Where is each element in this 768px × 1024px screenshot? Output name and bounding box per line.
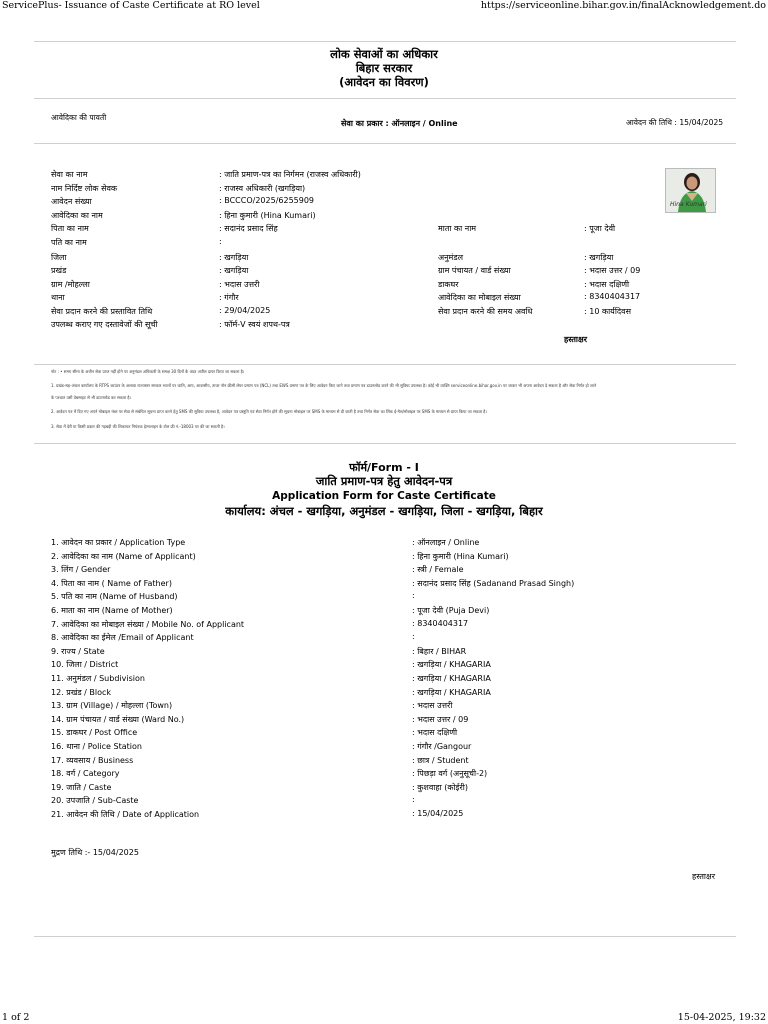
form-row-value: :: [412, 795, 415, 805]
note-1: 1. प्रखंड-सह-अंचल कार्यालय के RTPS काउंटर के अलावा राज्यस्तर सरकार भवनों पर जाति, आय, आवासीय, ताजा नॉन क्रीमी लेयर प्रमाण पत्र (NCL) तथा EWS प्रमाण पत्र के लिए आवेदन किए जाने तथा प्रमाण पत्र डाउनलोड करने की भी सुविधा उपलब्ध है। कोई भी व्यक्ति serviceonline.bihar.gov.in पर जाकर भी अपना आवेदन दे सकता है और सेवा निर्गत हो जाने: [51, 383, 597, 388]
note-3: 3. सेवा में देरी या किसी प्रकार की गड़बड़ी की शिकायत नियंत्रक हेल्पलाइन के टोल फ्री नं.-18003 पर की जा सकती है।: [51, 424, 225, 429]
ack-field-value: : राजस्व अधिकारी (खगड़िया): [219, 184, 306, 193]
form-row-label: 11. अनुमंडल / Subdivision: [51, 674, 145, 683]
form-row-value: : भदास उत्तरी: [412, 701, 453, 711]
ack-field-label: माता का नाम: [438, 224, 477, 233]
form-row-label: 19. जाति / Caste: [51, 782, 112, 792]
form-title-1: फॉर्म/Form - I: [349, 461, 419, 474]
photo-signature: Hina Kumari: [670, 201, 707, 208]
form-row-label: 20. उपजाति / Sub-Caste: [51, 796, 139, 806]
ack-field-value: :: [219, 237, 222, 246]
form-row-label: 14. ग्राम पंचायत / वार्ड संख्या (Ward No.): [51, 714, 185, 724]
form-row-value: : पिछड़ा वर्ग (अनुसूची-2): [412, 769, 488, 779]
ack-field-value: : पूजा देवी: [584, 224, 616, 233]
ack-field-value: : खगड़िया: [219, 253, 249, 262]
form-row-value: : छात्र / Student: [412, 755, 469, 765]
ack-field-label: थाना: [51, 293, 65, 302]
ack-field-label: आवेदिका का मोबाइल संख्या: [438, 293, 521, 302]
ack-field-value: : जाति प्रमाण-पत्र का निर्गमन (राजस्व अधिकारी): [219, 170, 361, 179]
ack-field-value: : खगड़िया: [584, 253, 614, 262]
ack-field-label: आवेदिका का नाम: [51, 211, 103, 220]
ack-heading-3: (आवेदन का विवरण): [339, 75, 429, 89]
form-row-label: 3. लिंग / Gender: [51, 565, 111, 575]
ack-field-label: सेवा प्रदान करने की समय अवधि: [438, 307, 533, 316]
form-row-value: : खगड़िया / KHAGARIA: [412, 674, 491, 683]
form-row-value: : सदानंद प्रसाद सिंह (Sadanand Prasad Singh): [412, 578, 575, 588]
ack-field-value: : भदास दक्षिणी: [584, 280, 630, 289]
ack-field-label: ग्राम /मोहल्ला: [51, 280, 90, 289]
ack-field-label: सेवा प्रदान करने की प्रस्तावित तिथि: [51, 307, 153, 316]
ack-field-label: डाकघर: [438, 280, 459, 289]
print-datetime: 15-04-2025, 19:32: [677, 1012, 766, 1023]
form-row-label: 6. माता का नाम (Name of Mother): [51, 606, 173, 615]
ack-field-value: : BCCCO/2025/6255909: [219, 196, 315, 205]
form-signature: हस्ताक्षर: [692, 872, 715, 881]
form-row-value: : बिहार / BIHAR: [412, 646, 467, 656]
receipt-label: आवेदिका की पावती: [51, 113, 107, 122]
ack-field-value: : खगड़िया: [219, 266, 249, 275]
form-row-value: : कुशवाहा (कोईरी): [412, 782, 468, 792]
form-row-value: : खगड़िया / KHAGARIA: [412, 660, 491, 670]
ack-signature: हस्ताक्षर: [564, 335, 587, 344]
ack-field-value: : 10 कार्यदिवस: [584, 307, 631, 316]
applicant-photo: [665, 168, 716, 213]
ack-heading-1: लोक सेवाओं का अधिकार: [330, 47, 438, 61]
form-title-2: जाति प्रमाण-पत्र हेतु आवेदन-पत्र: [315, 474, 453, 488]
ack-field-label: अनुमंडल: [438, 253, 464, 262]
form-row-label: 12. प्रखंड / Block: [51, 687, 112, 697]
notes-divider: [34, 443, 736, 444]
note-1-cont: के पश्चात उसी वेबसाइट से भी डाउनलोड कर सकता है।: [51, 395, 131, 400]
form-row-label: 4. पिता का नाम ( Name of Father): [51, 578, 172, 588]
form-row-value: : खगड़िया / KHAGARIA: [412, 687, 491, 697]
form-row-label: 18. वर्ग / Category: [51, 769, 120, 779]
form-row-label: 17. व्यवसाय / Business: [51, 755, 134, 765]
application-date: आवेदन की तिथि : 15/04/2025: [626, 118, 724, 127]
ack-field-label: पति का नाम: [51, 238, 87, 247]
ack-field-label: नाम निर्दिष्ट लोक सेवक: [51, 184, 118, 193]
ack-field-value: : 8340404317: [584, 292, 641, 301]
form-row-label: 8. आवेदिका का ईमेल /Email of Applicant: [51, 633, 194, 643]
note-0: नोट : • समय सीमा के अधीन सेवा प्राप्त नहीं होने पर अनुमंडल अधिकारी के समक्ष 30 दिनों के अंदर अपील दायर किया जा सकता है।: [51, 369, 245, 374]
form-row-label: 10. जिला / District: [51, 660, 119, 670]
ack-heading-2: बिहार सरकार: [355, 61, 413, 75]
form-row-label: 5. पति का नाम (Name of Husband): [51, 592, 178, 602]
bottom-divider: [34, 936, 736, 937]
form-title-4: कार्यालय: अंचल - खगड़िया, अनुमंडल - खगड़िया, जिला - खगड़िया, बिहार: [225, 504, 543, 518]
form-row-value: : भदास दक्षिणी: [412, 728, 458, 738]
browser-page-title: ServicePlus- Issuance of Caste Certificate at RO level: [2, 0, 260, 11]
print-date: मुद्रण तिथि :- 15/04/2025: [51, 848, 139, 857]
ack-field-label: प्रखंड: [51, 266, 67, 275]
ack-field-label: पिता का नाम: [51, 224, 89, 233]
ack-field-value: : फॉर्म-V स्वयं शपथ-पत्र: [219, 320, 290, 329]
ack-field-label: ग्राम पंचायत / वार्ड संख्या: [438, 266, 511, 275]
browser-url: https://serviceonline.bihar.gov.in/finalAcknowledgement.do: [480, 0, 766, 11]
ack-divider: [34, 364, 736, 365]
ack-field-value: : हिना कुमारी (Hina Kumari): [219, 211, 316, 220]
form-row-value: : 15/04/2025: [412, 809, 464, 818]
form-row-label: 1. आवेदन का प्रकार / Application Type: [51, 538, 186, 547]
note-2: 2. आवेदन पत्र में दिए गए अपने मोबाइल नंबर पर सेवा से संबंधित सूचना प्राप्त करने हेतु SMS की सुविधा उपलब्ध है, आवेदन पत्र प्रस्तुति एवं सेवा निर्गत होने की सूचना मोबाइल पर SMS के माध्यम से दी जाती है तथा निर्गत सेवा का लिंक ई-मेल/मोबाइल पर SMS के माध्यम से प्राप्त किया जा सकता है।: [51, 409, 487, 414]
form-row-label: 7. आवेदिका का मोबाइल संख्या / Mobile No. of Applicant: [51, 619, 245, 629]
ack-field-label: उपलब्ध कराए गए दस्तावेजों की सूची: [51, 320, 158, 329]
form-row-label: 9. राज्य / State: [51, 646, 105, 656]
form-row-value: : 8340404317: [412, 618, 469, 628]
ack-field-label: जिला: [51, 253, 67, 262]
ack-field-value: : भदास उत्तर / 09: [584, 266, 641, 275]
receipt-divider: [34, 143, 736, 144]
form-title-3: Application Form for Caste Certificate: [272, 490, 496, 502]
ack-field-value: : भदास उत्तरी: [219, 280, 260, 289]
form-row-value: :: [412, 632, 415, 642]
form-row-label: 16. थाना / Police Station: [51, 742, 142, 751]
ack-field-label: आवेदन संख्या: [51, 197, 92, 206]
form-row-value: : हिना कुमारी (Hina Kumari): [412, 551, 509, 561]
form-row-label: 2. आवेदिका का नाम (Name of Applicant): [51, 551, 196, 561]
ack-field-value: : गंगौर: [219, 293, 239, 302]
form-row-value: :: [412, 591, 415, 601]
service-type: सेवा का प्रकार : ऑनलाइन / Online: [341, 119, 458, 128]
top-divider: [34, 41, 736, 42]
form-row-value: : पूजा देवी (Puja Devi): [412, 606, 490, 615]
form-row-value: : ऑनलाइन / Online: [412, 538, 480, 547]
ack-field-value: : 29/04/2025: [219, 306, 271, 315]
form-row-value: : भदास उत्तर / 09: [412, 714, 469, 724]
form-row-value: : स्त्री / Female: [412, 565, 464, 575]
ack-field-label: सेवा का नाम: [51, 170, 88, 179]
form-row-label: 21. आवेदन की तिथि / Date of Application: [51, 810, 200, 819]
form-row-label: 15. डाकघर / Post Office: [51, 728, 138, 738]
page-counter: 1 of 2: [2, 1012, 30, 1023]
form-row-value: : गंगौर /Gangour: [412, 742, 472, 751]
form-row-label: 13. ग्राम (Village) / मोहल्ला (Town): [51, 701, 173, 711]
ack-field-value: : सदानंद प्रसाद सिंह: [219, 224, 278, 233]
header-divider: [34, 98, 736, 99]
